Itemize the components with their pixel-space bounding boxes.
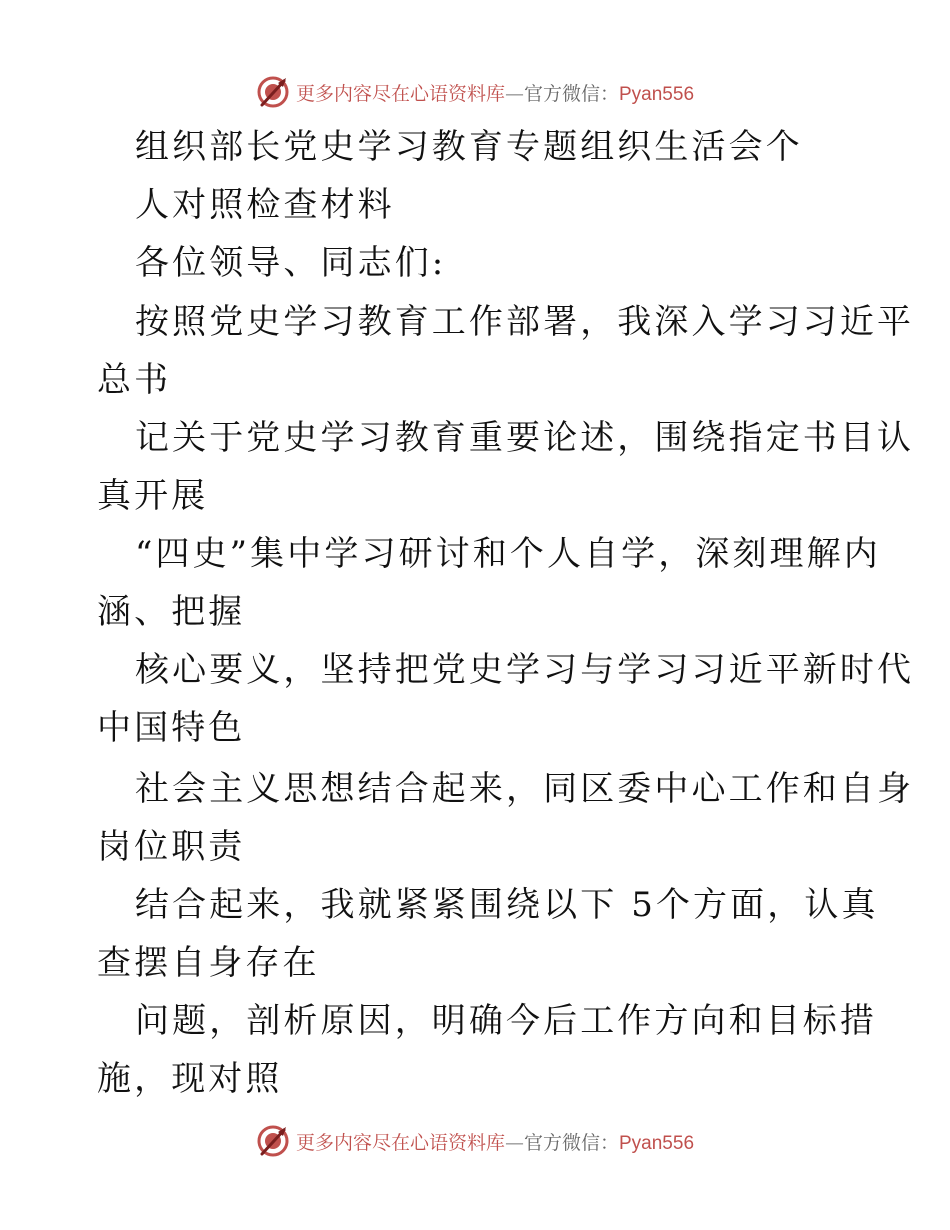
banner-main-text: 更多内容尽在心语资料库 [295, 1131, 505, 1154]
banner-wechat-label: 官方微信： [523, 1131, 619, 1154]
paragraph-line: “四史”集中学习研讨和个人自学，深刻理解内 [135, 534, 881, 574]
banner-text [296, 79, 694, 106]
salutation: 各位领导、同志们: [135, 243, 447, 283]
banner-wechat-id: Pyan556 [619, 83, 695, 105]
paragraph-line: 涵、把握 [97, 592, 246, 632]
banner-wechat-id: Pyan556 [619, 1132, 695, 1154]
paragraph-line: 总书 [97, 360, 172, 400]
banner-text [296, 1128, 694, 1155]
paragraph-line: 结合起来，我就紧紧围绕以下 5个方面，认真 [135, 885, 879, 925]
document-title-line-1: 组织部长党史学习教育专题组织生活会个 [135, 127, 803, 167]
paragraph-line: 核心要义，坚持把党史学习与学习习近平新时代 [135, 650, 915, 690]
footer-banner [0, 1121, 950, 1161]
paragraph-line: 查摆自身存在 [97, 943, 320, 983]
paragraph-line: 真开展 [97, 476, 209, 516]
quill-logo-icon [256, 75, 290, 109]
paragraph-line: 施，现对照 [97, 1059, 283, 1099]
quill-logo-icon [256, 1124, 290, 1158]
paragraph-line: 记关于党史学习教育重要论述，围绕指定书目认 [135, 418, 915, 458]
banner-dash: — [504, 82, 524, 105]
paragraph-line: 中国特色 [97, 708, 246, 748]
banner-dash: — [504, 1131, 524, 1154]
paragraph-line: 按照党史学习教育工作部署，我深入学习习近平 [135, 302, 915, 342]
document-title-line-2: 人对照检查材料 [135, 185, 395, 225]
paragraph-line: 问题，剖析原因，明确今后工作方向和目标措 [135, 1001, 877, 1041]
paragraph-line: 社会主义思想结合起来，同区委中心工作和自身 [135, 769, 915, 809]
banner-main-text: 更多内容尽在心语资料库 [295, 82, 505, 105]
banner-wechat-label: 官方微信： [523, 82, 619, 105]
paragraph-line: 岗位职责 [97, 827, 246, 867]
header-banner [0, 72, 950, 112]
